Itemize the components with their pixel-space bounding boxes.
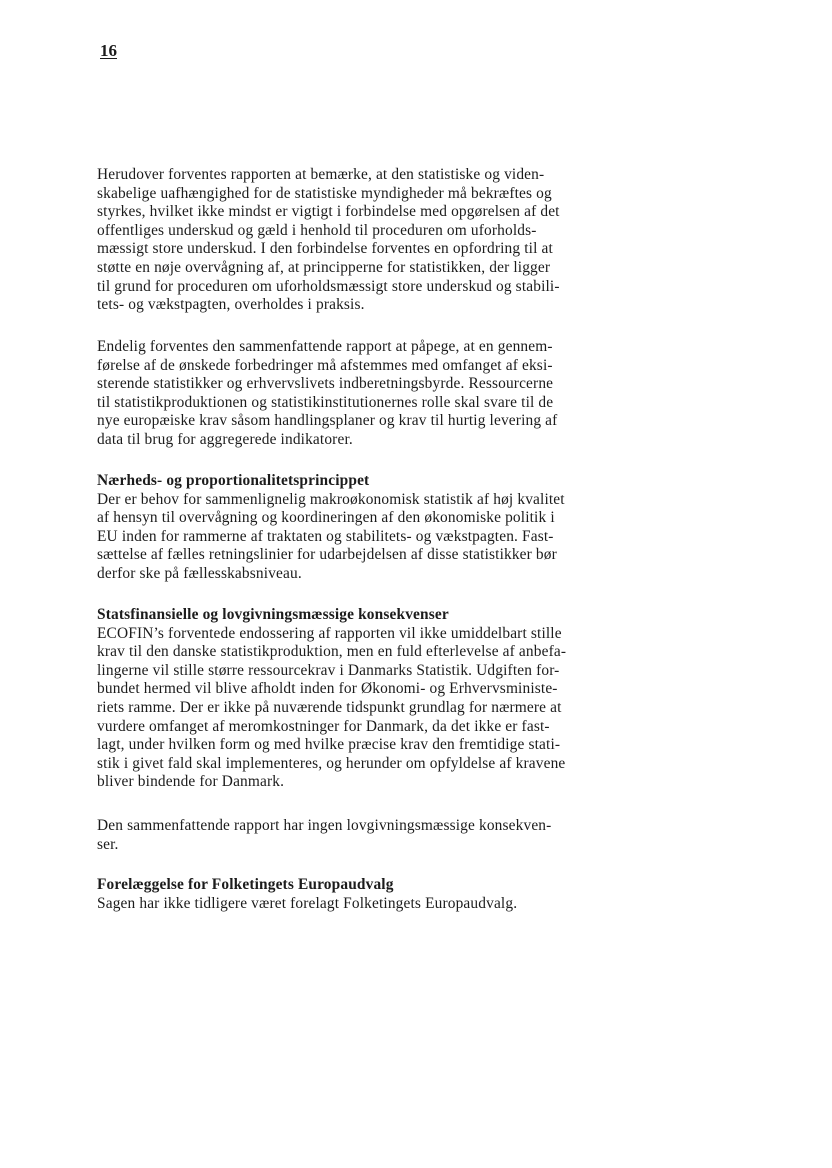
text-line: krav til den danske statistikproduktion, men en fuld efterlevelse af anbefa-	[97, 643, 567, 661]
text-line: bundet hermed vil blive afholdt inden for Økonomi- og Erhvervsministe-	[97, 680, 558, 698]
text-line: sættelse af fælles retningslinier for udarbejdelsen af disse statistikker bør	[97, 546, 557, 564]
text-line: Herudover forventes rapporten at bemærke, at den statistiske og viden-	[97, 166, 545, 183]
text-line: sterende statistikker og erhvervslivets indberetningsbyrde. Ressourcerne	[97, 375, 554, 393]
text-line: data til brug for aggregerede indikatorer.	[97, 430, 353, 448]
text-line: bliver bindende for Danmark.	[97, 773, 285, 791]
text-line: til statistikproduktionen og statistikinstitutionernes rolle skal svare til de	[97, 393, 554, 411]
text-line: til grund for proceduren om uforholdsmæssigt store underskud og stabili-	[97, 277, 560, 295]
paragraph-independence	[97, 166, 737, 315]
text-line: Sagen har ikke tidligere været forelagt Folketingets Europaudvalg.	[97, 894, 518, 912]
text-line: Den sammenfattende rapport har ingen lovgivningsmæssige konsekven-	[97, 817, 552, 834]
paragraph-no-legislative-consequences	[97, 817, 737, 854]
text-line: styrkes, hvilket ikke mindst er vigtigt i forbindelse med opgørelsen af det	[97, 203, 560, 221]
text-line: mæssigt store underskud. I den forbindelse forventes en opfordring til at	[97, 240, 553, 258]
text-line: stik i givet fald skal implementeres, og herunder om opfyldelse af kravene	[97, 754, 566, 772]
text-line: vurdere omfanget af meromkostninger for Danmark, da det ikke er fast-	[97, 717, 550, 735]
text-line: lagt, under hvilken form og med hvilke præcise krav den fremtidige stati-	[97, 736, 561, 754]
text-line: riets ramme. Der er ikke på nuværende tidspunkt grundlag for nærmere at	[97, 698, 562, 716]
text-line: støtte en nøje overvågning af, at principperne for statistikken, der ligger	[97, 258, 551, 276]
text-line: lingerne vil stille større ressourcekrav i Danmarks Statistik. Udgiften for-	[97, 661, 560, 679]
section-financial-consequences	[97, 606, 737, 792]
section-heading: Nærheds- og proportionalitetsprincippet	[97, 472, 370, 489]
paragraph-improvements	[97, 338, 737, 450]
section-heading: Statsfinansielle og lovgivningsmæssige konsekvenser	[97, 606, 449, 623]
text-line: nye europæiske krav såsom handlingsplaner og krav til hurtig levering af	[97, 412, 558, 430]
text-line: Der er behov for sammenlignelig makroøkonomisk statistik af høj kvalitet	[97, 490, 565, 508]
text-line: derfor ske på fællesskabsniveau.	[97, 564, 302, 582]
page-number: 16	[100, 41, 117, 60]
text-line: ECOFIN’s forventede endossering af rapporten vil ikke umiddelbart stille	[97, 624, 562, 642]
text-line: offentliges underskud og gæld i henhold til proceduren om uforholds-	[97, 221, 537, 239]
section-european-affairs-committee	[97, 876, 737, 913]
text-line: skabelige uafhængighed for de statistiske myndigheder må bekræftes og	[97, 184, 552, 202]
text-line: af hensyn til overvågning og koordineringen af den økonomiske politik i	[97, 509, 555, 527]
text-line: ser.	[97, 835, 119, 853]
section-heading: Forelæggelse for Folketingets Europaudvalg	[97, 876, 394, 893]
text-line: EU inden for rammerne af traktaten og stabilitets- og vækstpagten. Fast-	[97, 527, 554, 545]
section-subsidiarity	[97, 472, 737, 584]
text-line: Endelig forventes den sammenfattende rapport at påpege, at en gennem-	[97, 338, 553, 355]
text-line: tets- og vækstpagten, overholdes i praksis.	[97, 296, 365, 314]
text-line: førelse af de ønskede forbedringer må afstemmes med omfanget af eksi-	[97, 356, 553, 374]
